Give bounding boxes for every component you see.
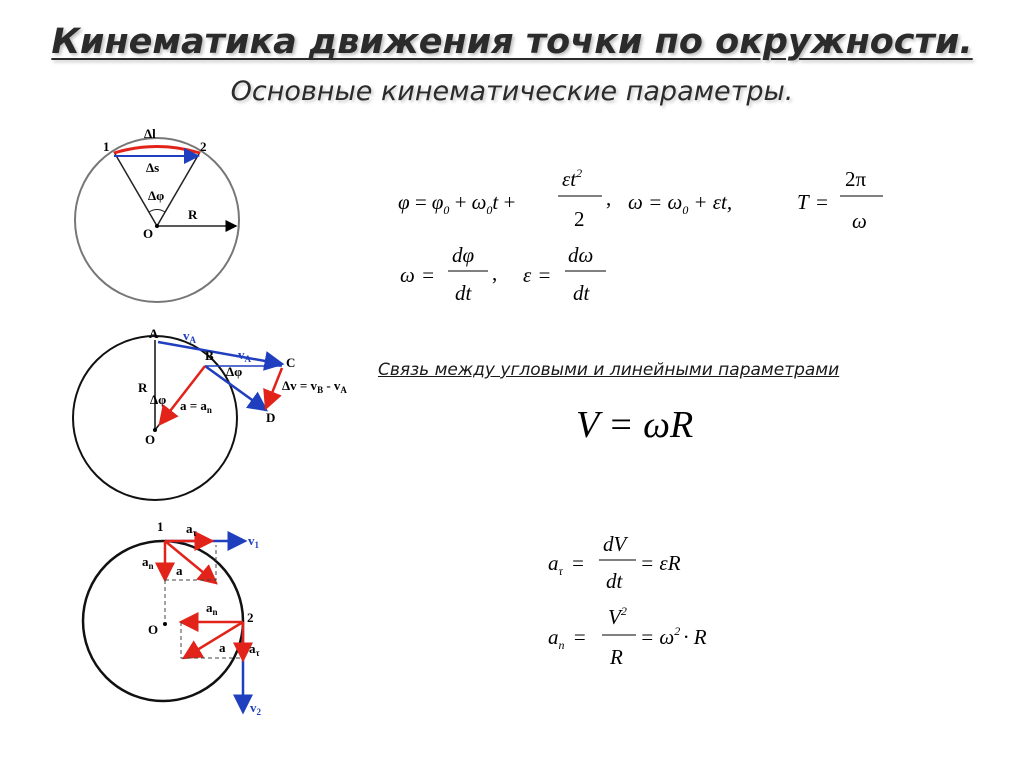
O-label: O	[143, 226, 154, 241]
slide-title: Кинематика движения точки по окружности.	[51, 22, 973, 62]
eps-deriv-lhs: ε =	[523, 263, 552, 287]
comma-2: ,	[492, 261, 498, 285]
omega-equation: $\omega = \omega_0 + \varepsilon t$,	[628, 190, 733, 217]
C-label: C	[286, 355, 296, 370]
B-label: B	[205, 348, 214, 363]
D-label: D	[266, 410, 276, 425]
angle-arc	[149, 210, 165, 213]
arc-dl	[114, 147, 200, 154]
a1-vector	[165, 541, 216, 583]
frac-denominator-2: 2	[574, 207, 585, 231]
O-label-3: O	[148, 622, 159, 637]
dphi-label-2: Δφ	[226, 364, 243, 379]
at2-label: $a_\tau$	[249, 641, 260, 658]
point-2-label: 2	[200, 139, 207, 154]
R-denominator: R	[610, 645, 623, 669]
formula-row-1	[398, 166, 883, 233]
ds-label: Δs	[146, 160, 160, 175]
center-dot-3	[163, 622, 167, 626]
a2-label: a	[219, 640, 226, 655]
vA-label: $v_A$	[183, 328, 196, 345]
dt-denominator-2: dt	[573, 281, 590, 305]
slide-subtitle: Основные кинематические параметры.	[230, 76, 794, 107]
eps-t2-numerator: $\varepsilon t^2$	[562, 166, 583, 191]
R-label-2: R	[138, 380, 148, 395]
relation-heading: Связь между угловыми и линейными параметрами	[378, 360, 840, 380]
formula-tangential	[548, 532, 681, 593]
an2-label: $a_n$	[206, 600, 218, 617]
phi-equation: $\varphi = \varphi_0 + \omega_0t$ +	[398, 190, 517, 217]
point-2-label-3: 2	[247, 610, 254, 625]
dashed-guides	[165, 545, 243, 658]
an-label: $a_n$	[142, 554, 154, 571]
dl-label: Δl	[144, 126, 156, 141]
center-dot-1	[155, 224, 159, 228]
eps-R-rhs: = εR	[640, 551, 681, 575]
a2-vector	[184, 622, 243, 658]
a-vector	[160, 366, 205, 424]
vA-vector	[158, 342, 282, 364]
R-label: R	[188, 207, 198, 222]
dt-denominator-3: dt	[606, 569, 623, 593]
dt-denominator-1: dt	[455, 281, 472, 305]
v1-label: $v_1$	[248, 533, 259, 550]
V-omega-R-formula: V = ωR	[576, 404, 694, 446]
omega2-R-rhs: = $\omega^2 \cdot R$	[640, 624, 707, 649]
formula-normal	[548, 604, 707, 669]
a-an-label: $a = a_n$	[180, 398, 212, 415]
V2-numerator: $V^2$	[608, 604, 627, 629]
a-n-lhs: $a_n$ =	[548, 625, 587, 652]
diagram-angular-displacement	[75, 126, 239, 302]
comma-1: ,	[606, 186, 612, 210]
O-label-2: O	[145, 432, 156, 447]
T-equation: T =	[797, 190, 829, 214]
dV-numerator: dV	[603, 532, 627, 556]
vA-label-2: $v_A$	[238, 347, 251, 364]
point-1-label-3: 1	[157, 519, 164, 534]
A-label: A	[149, 326, 159, 341]
diagram-acceleration-components	[83, 519, 262, 717]
dv-label: $\Delta v = v_B - v_A$	[282, 378, 347, 395]
a-tau-lhs: $a_\tau$ =	[548, 551, 585, 578]
at-label: $a_\tau$	[186, 521, 197, 538]
a-label-3: a	[176, 563, 183, 578]
domega-numerator: dω	[568, 243, 594, 267]
omega-denominator: ω	[852, 209, 867, 233]
dv-vector	[266, 368, 282, 408]
dphi-label-3: Δφ	[150, 392, 167, 407]
dphi-numerator: dφ	[452, 243, 475, 267]
diagram-velocity-change	[73, 326, 347, 500]
formula-row-2	[400, 243, 606, 305]
omega-deriv-lhs: ω =	[400, 263, 435, 287]
two-pi-numerator: 2π	[845, 167, 867, 191]
dphi-label: Δφ	[148, 188, 165, 203]
v2-label: $v_2$	[250, 700, 261, 717]
point-1-label: 1	[103, 139, 110, 154]
